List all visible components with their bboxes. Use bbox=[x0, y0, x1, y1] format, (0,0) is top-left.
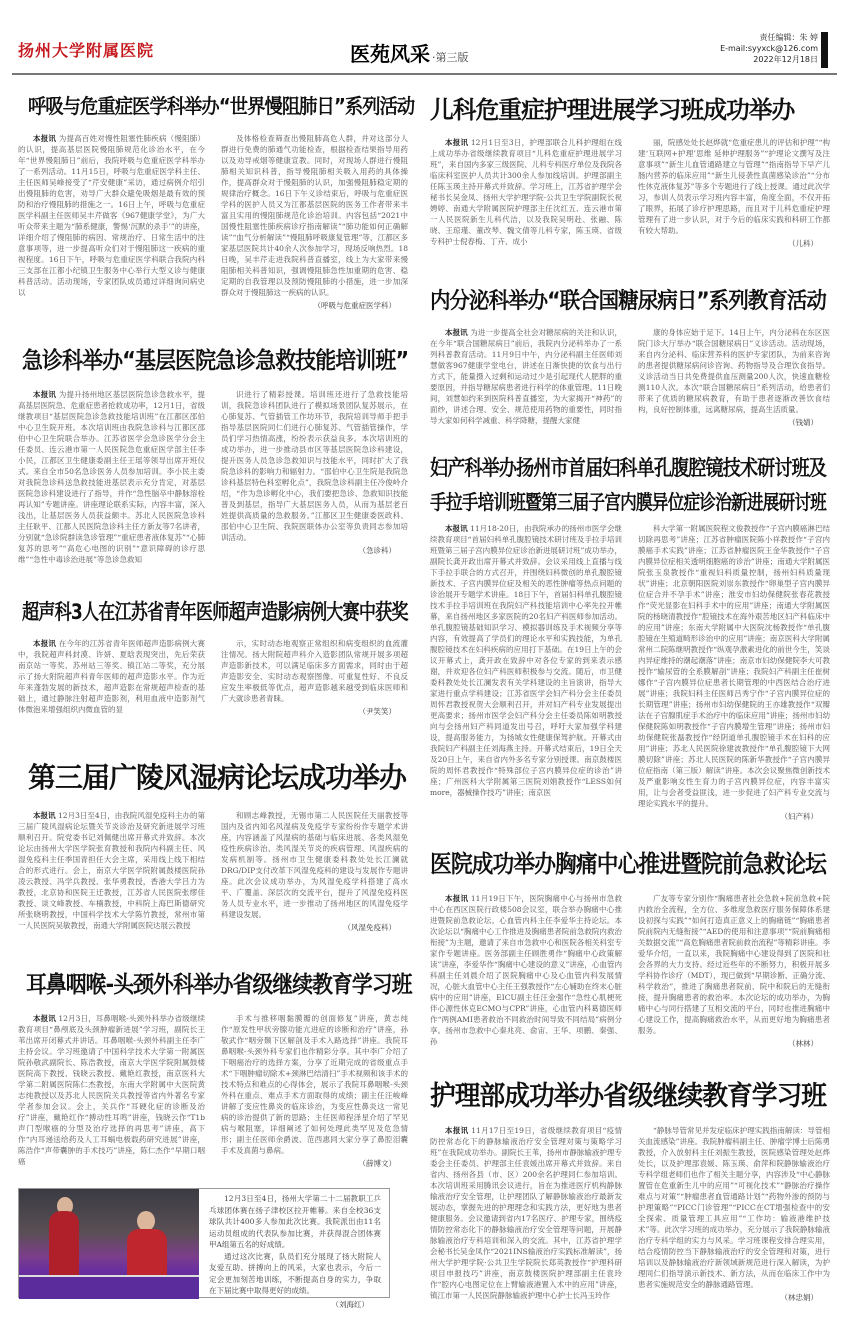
headline: 医院成功举办胸痛中心推进暨院前急救论坛 bbox=[430, 850, 826, 878]
body-text: 11月19日下午，医院胸痛中心与扬州市急救中心在西区医院行政楼508会议室，联合举办胸痛中心推进暨院前急救论坛。心血管内科主任李爱华主持论坛。本次论坛以“胸痛中心工作推进及胸痛患者院前急救院内救治衔接”为主题，邀请了来自市急救中心和医院各相关科室专家作专题讲座。医务部副主任顾胜勇作“胸痛中心政策解读”讲座，李爱华作“胸痛中心建设的意义”讲座，心血管内科副主任刘晨介绍了医院胸痛中心及心血管内科发展情况，心脏大血管中心主任王强教授作“左心辅助在终末心脏病中的应用”讲座，EICU副主任汪金强作“急性心肌梗死伴心源性休克ECMO与CPR”讲座，心血管内科葛德医师作“两例AMI患者救治不同救治时间导致不同结局”病例分享。扬州市急救中心秦兆亮、俞宙、王华、项鹏、秦强、孙 bbox=[430, 894, 623, 1046]
headline: 儿科危重症护理进展学习班成功举办 bbox=[430, 96, 795, 124]
column bbox=[430, 1125, 622, 1313]
body-text: 丽，院感处处长赵烨就“危重症患儿的评估和护理”“构建‘互联网+护理’思维 延伸护理服务”“护理论文撰写及注意事项”“新生儿血管通路建立与管理”“指南指导下早产儿肠内营养的临床应用”“新生儿侵袭性真菌感染诊治”“分布性休克液体复苏”等多个专题进行了线上授课。通过此次学习，参训人员表示学习班内容丰富，角度全面，不仅开拓了眼界，拓展了诊疗护理思路，而且对于儿科危重症护理管理有了进一步认识，对于今后的临床实践和科研工作都有较大帮助。 bbox=[638, 138, 830, 235]
section-title bbox=[350, 38, 469, 67]
lead-tag: 本报讯 bbox=[33, 1014, 56, 1023]
column bbox=[638, 137, 830, 248]
headline-line2: 手拉手培训班暨第三届子宫内膜异位症诊治新进展研讨班 bbox=[430, 490, 826, 514]
article-chest-pain bbox=[430, 840, 830, 1048]
lead-tag: 本报讯 bbox=[445, 1126, 469, 1135]
article-pediatric bbox=[430, 86, 830, 246]
column bbox=[638, 327, 830, 427]
byline: （急诊科） bbox=[358, 546, 396, 555]
lead-tag: 本报讯 bbox=[445, 138, 469, 147]
column bbox=[18, 810, 205, 932]
byline: （尹笑笑） bbox=[358, 707, 396, 716]
section-name: 医苑风采 bbox=[350, 42, 430, 66]
byline: （呼吸与危重症医学科） bbox=[313, 301, 396, 310]
article-ultrasound bbox=[18, 592, 408, 722]
byline: （林林） bbox=[788, 1039, 818, 1048]
headline: 内分泌科举办“联合国糖尿病日”系列教育活动 bbox=[430, 289, 826, 314]
lead-tag: 本报讯 bbox=[445, 328, 468, 337]
column bbox=[18, 1013, 205, 1166]
lead-tag: 本报讯 bbox=[33, 390, 57, 399]
photo-news-table-tennis bbox=[18, 1188, 390, 1309]
column bbox=[221, 133, 408, 310]
decorative-bar bbox=[821, 32, 828, 68]
body-text: 通过这次比赛，队员们充分展现了扬大附院人友爱互助、拼搏向上的风采，大家也表示，今后一定会更加刻苦地训练，不断提高自身的实力，争取在下届比赛中取得更好的成绩。 bbox=[209, 1251, 381, 1295]
byline: （儿科） bbox=[788, 239, 818, 248]
body-text: 12月3日至4日，扬州大学第二十二届教职工乒乓球团体赛在扬子津校区拉开帷幕。来自全校36支球队共计400多人参加此次比赛。我院派出由11名运动员组成的代表队参加比赛，并获得混合团体赛甲A组第五名的好成绩。 bbox=[209, 1194, 381, 1249]
player-head bbox=[137, 1211, 155, 1231]
byline: （风湿免疫科） bbox=[343, 923, 396, 932]
column bbox=[18, 389, 206, 564]
header-rule bbox=[12, 73, 837, 75]
lead-tag: 本报讯 bbox=[445, 894, 469, 903]
column bbox=[638, 893, 830, 1048]
body-text: 康的身体应始于足下。14日上午，内分泌科在东区医院门诊大厅举办“联合国糖尿病日”义诊活动。活动现场，来自内分泌科、临床营养科的医护专家团队，为前来咨询的患者提供糖尿病问诊咨询、药物指导及合理饮食指导。义诊活动当日共免费提供血压测量200人次，快速血糖检测110人次。本次“联合国糖尿病日”系列活动，给患者们带来了优质的糖尿病教育，有助于患者逐渐改善饮食结构，良好控制体重，远离糖尿病，提高生活质量。 bbox=[638, 328, 830, 414]
headline: 第三届广陵风湿病论坛成功举办 bbox=[28, 761, 407, 794]
body-text: “静脉导管常见并发症临床护理实践指南解读：导管相关血流感染”讲座。我院肿瘤科副主任、肿瘤学博士后陈勇教授，介入放射科主任刘振生教授，医院感染管理处赵烨处长，以及护理部袁媛、陈玉瑛、俞萍和院静脉输液治疗专科学组老师们也作了相关主题分享，内容涉及“中心静脉置管在危重新生儿中的应用”“可视化技术”“静脉治疗操作难点与对策”“肿瘤患者血管通路计划”“药物外渗的预防与护理策略”“PICC门诊管理”“PICC在CT增强检查中的安全探索、质量管理工具应用”“工作坊：输液港维护技术”等。此次学习班的成功举办，充分展示了我院静脉输液治疗专科学组的实力与风采。学习班课程安排合理实用，结合疫情防控当下静脉输液治疗的安全管理和对策，进行培训以及静脉输液治疗新领域新规范进行深入解读，为护理同仁们指导演示新技术、新方法，从而在临床工作中为患者实施规范安全的静脉通路管理。 bbox=[638, 1126, 830, 1289]
lead-tag: 本报讯 bbox=[445, 524, 468, 533]
body-text: 为提高百姓对慢性阻塞性肺疾病（慢阻肺）的认识，提高基层医院慢阻肺规范化诊治水平，在今年“世界慢阻肺日”前后，我院呼吸与危重症医学科举办了一系列活动。11月15日，呼吸与危重症医学科主任、主任医师吴峰接受了“芹安健康”采访，通过病例介绍引出慢阻肺的危害，劝导广大群众避免吸烟是最有效的预防和治疗慢阻肺的措施之一。16日上午，呼吸与危重症医学科副主任医师吴丰芹做客《967健康学堂》，为广大听众带来主题为“肺系健康，警惕‘沉默的杀手’”的讲座，详细介绍了慢阻肺的病因、常规治疗、日常生活中的注意事项等，进一步提高听众们对于慢阻肺这一疾病的重视程度。16日下午，呼吸与危重症医学科联合我院内科三支部在江都小纪镇卫生服务中心举行大型义诊与健康科普活动。活动现场，专家团队成员通过详细询问病史以 bbox=[18, 134, 206, 297]
body-text: 科大学第一附属医院程文俊教授作“子宫内膜癌淋巴结切除再思考”讲座；江苏省肿瘤医院陈小祥教授作“子宫内膜癌手术实践”讲座；江苏省肿瘤医院王金华教授作“子宫内膜异位症相关透明细胞癌的诊治”讲座；南通大学附属医院张玉泉教授作“重视妇科质量控制，扬州妇科质量现状”讲座；北京朝阳医院刘崇东教授作“卵巢型子宫内膜异位症合并不孕手术”讲座；淮安市妇幼保健院张春花教授作“荧光显影在妇科手术中的应用”讲座；南通大学附属医院的杨晓清教授作“腔镜技术在海外艰苦地区妇产科临床中的应用”讲座；东南大学附属中大医院沈杨教授作“单孔腹腔镜在生殖道畸形诊治中的应用”讲座；南京医科大学附属常州二院陈继明教授作“纵观孕激素进化的前世今生，笑谈内异症维持的潮起潮落”讲座；南京市妇幼保健院李大可教授作“输尿管的全系膜解剖”讲座；我院妇产科副主任崔树娜作“子宫内膜异位症患者长期管理的中西医结合治疗进展”讲座；我院妇科主任医师吕秀宁作“子宫内膜异位症的长期管理”讲座；扬州市妇幼保健院的王亦雄教授作“双瓣法在子宫腺肌症手术治疗中的临床应用”讲座；扬州市妇幼保健院陈如明教授作“子宫内膜增生管理”讲座；扬州市妇幼保健院张磊教授作“经阴道单孔腹腔镜手术在妇科的应用”讲座；苏北人民医院徐建波教授作“单孔腹腔镜下大网膜切除”讲座；苏北人民医院的陈新华教授作“子宫内膜异位症指南（第三版）解读”讲座。本次会议聚焦微创新技术及严重影响女性生育力的子宫内膜异位症，内容丰富实用，让与会者受益匪浅，进一步促进了妇产科专业交流与理论实践水平的提升。 bbox=[638, 524, 830, 808]
column bbox=[221, 1013, 408, 1168]
column bbox=[638, 1125, 830, 1313]
headline: 耳鼻咽喉-头颈外科举办省级继续教育学习班 bbox=[26, 972, 412, 998]
column bbox=[430, 327, 622, 427]
article-endocrine bbox=[430, 280, 830, 430]
headline: 妇产科举办扬州市首届妇科单孔腹腔镜技术研讨班及 bbox=[430, 456, 826, 480]
column bbox=[221, 638, 408, 714]
headline: 护理部成功举办省级继续教育学习班 bbox=[430, 1081, 826, 1112]
column bbox=[18, 133, 205, 301]
issue-date: 2022年12月18日 bbox=[753, 55, 818, 64]
column bbox=[18, 638, 205, 714]
body-text: 和顾志峰教授，无锡市第二人民医院任天丽教授等国内及省内知名风湿病及免疫学专家纷纷作专题学术讲座，内容涵盖了风湿病的基础与临床进展、各类风湿免疫性疾病诊治、类风湿关节炎的疾病管理、风湿疾病的发病机制等。扬州市卫生健康委科教处处长江澜就DRG/DIP支付改革下风湿免疫科的建设与发展作专题讲座。此次会议成功举办，为风湿免疫学科搭建了高水平、广覆盖、深层次的交流平台，提升了风湿免疫科医务人员专业水平，进一步推动了扬州地区的风湿免疫学科建设发展。 bbox=[221, 811, 408, 919]
byline: （薛博文） bbox=[358, 1159, 396, 1168]
article-copd bbox=[18, 86, 415, 311]
lead-tag: 本报讯 bbox=[33, 134, 57, 143]
column bbox=[430, 893, 623, 1046]
body-text: 及体格检查筛查出慢阻肺高危人群，并对这部分人群进行免费的肺通气功能检查，根据检查结果指导用药以及劝导戒烟等健康宣教。同时，对现场人群进行慢阻肺相关知识科普，指导慢阻肺相关吸入用药的具体操作，提高群众对于慢阻肺的认识，加强慢阻肺稳定期的规律治疗概念。16日下午义诊结束后，呼吸与危重症医学科的医护人员又为江都基层医院的医务工作者带来丰富且实用的慢阻肺规范化诊治培训。内容包括“2021中国慢性阻塞性肺疾病诊疗指南解读”“肺功能如何正确解读”“血气分析解读”“慢阻肺呼吸康复管理”等，江都区多家基层医院共计40余人次参加学习，现场反响热烈。18日晚，吴丰芹走进我院科普直播室，线上为大家带来慢阻肺相关科普知识，强调慢阻肺急性加重期的危害、稳定期的自我管理以及预防慢阻肺的小措施，进一步加深群众对于慢阻肺这一疾病的认识。 bbox=[221, 134, 408, 297]
headline: 急诊科举办“基层医院急诊急救技能培训班” bbox=[22, 348, 409, 374]
article-ent bbox=[18, 962, 412, 1180]
photo-caption bbox=[209, 1193, 381, 1310]
article-rheumatology bbox=[18, 752, 408, 942]
edition-meta bbox=[720, 32, 818, 65]
column bbox=[221, 810, 408, 932]
headline: 呼吸与危重症医学科举办“世界慢阻肺日”系列活动 bbox=[28, 94, 415, 118]
column bbox=[430, 137, 623, 246]
body-text: 11月17日至19日，省级继续教育项目“疫情防控常态化下的静脉输液治疗安全管理对策与策略学习班”在我院成功举办。副院长王苇，扬州市静脉输液护理专委会主任委员、护理部主任袁媛出席开幕式并致辞。来自省内、扬州各县（市、区）200余名护理同仁参加培训。本次培训班采用腾讯会议进行，旨在为推进医疗机构静脉输液治疗安全管理，让护理团队了解静脉输液治疗最新发展动态，掌握先进的护理理念和实践方法，更好地为患者健康服务。会议邀请到省内17名医疗、护理专家，围绕疫情防控常态化下的静脉输液治疗安全管理等问题，开展静脉输液治疗专科培训和深入的交流。其中，江苏省护理学会秘书长吴金凤作“2021INS输液治疗实践标准解读”，扬州大学护理学院·公共卫生学院院长郑英教授作“护理科研项目申报技巧”讲座，南京鼓楼医院护理部副主任袁玲作“腔内心电图定位在上臂输液港置入术中的应用”讲座，镇江市第一人民医院静脉输液护理中心护士长冯玉玲作 bbox=[430, 1126, 623, 1300]
column bbox=[221, 389, 408, 557]
byline: （林忠娟） bbox=[780, 1293, 818, 1302]
body-text: 为进一步提高全社会对糖尿病的关注和认识，在今年“联合国糖尿病日”前后，我院内分泌科举办了一系列科普教育活动。11月9日中午，内分泌科副主任医师刘慧做客967健康学堂电台，讲述在日渐快捷的饮食与出行方式下，能量摄入过剩和运动过少是引起现代人肥胖的重要原因，并指导糖尿病患者进行科学的体重管理。11日晚间，刘慧如约来到医院科普直播室，为大家揭开“神药”的面纱，讲述合理、安全、规范使用药物的重要性，同时指导大家如何科学减重、科学降糖，提醒大家健 bbox=[430, 328, 623, 425]
player-body bbox=[49, 1211, 79, 1281]
body-text: 手术与推移咽黏膜瓣的创面修复”讲座，黄志纯作“原发性甲状旁腺功能亢进症的诊断和治疗”讲座，孙敬武作“咽旁颞下区解剖及手术入路选择”讲座。我院耳鼻咽喉-头颈外科专家们也作精彩分享。其中李广介绍了下咽癌治疗的选择方案，分享了近期完成的省级重点手术“下咽肿瘤切除术+颈淋巴结清扫”手术视频和该手术的技术特点和难点的心得体会，展示了我院耳鼻咽喉-头颈外科在重点、难点手术方面取得的成绩；副主任汪峻峰讲解了变应性鼻炎的临床诊治，为变应性鼻炎这一常见病的诊治提供了新的思路；主任医师程泽星介绍了罕见病与喉阻塞，详细阐述了如何处理此类罕见及危急情形；副主任医师余爵波、范西惠同大家分享了鼻腔泪囊手术及真菌与鼻病。 bbox=[221, 1014, 408, 1155]
body-text: 12月3日，耳鼻咽喉-头颈外科举办省级继续教育项目“鼻颅底及头颈肿瘤新进展”学习班，副院长王苇出席开闭幕式并讲话。耳鼻咽喉-头颈外科副主任李广主持会议。学习班邀请了中国科学技术大学第一附属医院孙敬武副院长、陈浩教授，南京大学医学院附属鼓楼医院高下教授、钱晓云教授、戴艳红教授，南京医科大学第二附属医院陈仁杰教授，东南大学附属中大医院黄志纯教授以及苏北人民医院关兵教授等省内外著名专家学者参加会议。会上，关兵作“耳硬化症的诊断及治疗”讲座，戴艳红作“搏动性耳鸣”讲座，钱晓云作“T1b声门型喉癌的分型及治疗选择的再思考”讲座，高下作“内耳递送给药及人工耳蜗电极载药研究进展”讲座，陈浩作“声带囊肿的手术技巧”讲座，陈仁杰作“早期口咽癌 bbox=[18, 1014, 205, 1166]
body-text: 广友等专家分别作“胸痛患者社会急救+院前急救+院内救治全流程，全方位、多维度急救医疗服务保障体系建设初探与实践”“如何打造真正意义上的胸痛链”“胸痛患者院前院内无缝衔接”“AED的使用和注意事项”“院前胸痛相关数据交流”“高危胸痛患者院前救治流程”等精彩讲座。李爱华介绍，一直以来，我院胸痛中心建设得到了医院和社会各界的大力支持。经过近些年的不断努力，积极开展多学科协作诊疗（MDT），现已做到“早期诊断、正确分流、科学救治”，推进了胸痛患者院前、院中和院后的无缝衔接，提升胸痛患者的救治率。本次论坛的成功举办，为胸痛中心与同行搭建了互相交流的平台，同时也推进胸痛中心建设工作，提高胸痛救治水平，从而更好地为胸痛患者服务。 bbox=[638, 894, 830, 1035]
byline: （刘海红） bbox=[331, 1299, 369, 1309]
lead-tag: 本报讯 bbox=[33, 811, 56, 820]
byline: （妇产科） bbox=[780, 812, 818, 821]
column bbox=[638, 523, 830, 821]
article-nursing bbox=[430, 1070, 830, 1315]
headline: 超声科3人在江苏省青年医师超声造影病例大赛中获奖 bbox=[22, 600, 408, 624]
body-text: 识进行了精彩授课。培训班还进行了急救技能培训，我院急诊科团队进行了模拟场景团队复苏展示，在心肺复苏、气管插管工作坊环节，我院培训导师手把手指导基层医院同仁们进行心肺复苏、气管插管操作，学员们学习热情高涨，纷纷表示获益良多。本次培训班的成功举办，进一步推动县市区等基层医院急诊科建设，提升医务人员急诊急救知识与技能水平，同时扩大了我院急诊科的影响力和辐射力。“邵伯中心卫生院是我院急诊科基层特色科室孵化点”，我院急诊科副主任冷俊岭介绍，“作为急诊孵化中心，我们要把急诊、急救知识技能普及到基层，指导广大基层医务人员，从而为基层老百姓提供高质量的急救服务。”江都区卫生健康委医政科、邵伯中心卫生院、我院医联体办公室等负责同志参加培训活动。 bbox=[221, 390, 408, 542]
email-link[interactable]: E-mail:syyxck@126.com bbox=[720, 44, 818, 53]
table-tennis-photo bbox=[19, 1189, 199, 1297]
hospital-logo: 扬州大学附属医院 bbox=[18, 41, 155, 60]
body-text: 为提升扬州地区基层医院急诊急救水平，提高基层医院急、危重症患者抢救成功率，12月1日，省级继教项目“基层医院急诊急救技能培训班”在江都区邵伯中心卫生院开班。本次培训班由我院急诊科与江都区邵伯中心卫生院联合举办。江苏省医学会急诊医学分会主任委员、连云港市第一人民医院急危重症医学部主任李小民，江都区卫生健康委副主任王瑶等领导出席开班仪式。来自全市50名急诊医务人员参加培训。李小民主委对我院急诊科送急救技能进基层表示充分肯定，对基层医院急诊科建设进行了指导，并作“急性脑卒中静脉溶栓再认知”专题讲座。讲座理论联系实际，内容丰富，深入浅出，让基层医务人员获益颇丰。苏北人民医院急诊科主任耿平、江都人民医院急诊科主任方新友等7名讲者，分别就“急诊院群读急诊管理”“重症患者液体复苏”“心肺复苏的思考”“高危心电图的识别”“意识障碍的诊疗思维”“急性中毒诊治进展”等急诊急救知 bbox=[18, 390, 206, 564]
body-text: 11月18-20日，由我院承办的扬州市医学会继续教育项目“首届妇科单孔腹腔镜技术研讨班及手拉手培训班暨第三届子宫内膜异位症诊治新进展研讨班”成功举办，副院长龚开政出席开幕式并致辞。会议采用线上直播与线下手拉手联合的方式召开，并围绕妇科微创的单孔腹腔镜新技术、子宫内膜异位症及相关的恶性肿瘤等热点问题的诊治展开专题学术讲座。18日下午，首届妇科单孔腹腔镜技术手拉手培训班在我院妇产科技能培训中心率先拉开帷幕，来自扬州地区多家医院的20名妇产科医师参加活动。单孔腹腔镜基础知识学习、模拟器训练及手术视频分享等内容，有效提高了学员们的理论水平和实践技能，为单孔腹腔镜技术在妇科疾病的应用打下基础。在19日上午的会议开幕式上，龚开政在致辞中对各位专家的到来表示感谢，并欢迎各位妇产科医师积极参与交流。随后，市卫健委科教处处长江澜发表有关学科建设的主旨演讲，指导大家进行重点学科建设；江苏省医学会妇产科分会主任委员周怀君教授祝贺大会顺利召开，并对妇产科专业发展提出更高要求；扬州市医学会妇产科分会主任委员陈如明教授向与会扬州妇产科同道发出号召，呼吁大家加强学科建设，提高服务能力，为扬城女性健康保驾护航。开幕式由我院妇产科副主任刘海燕主持。开幕式结束后，19日全天及20日上午，来自省内外多名专家分别授课。南京鼓楼医院的周怀君教授作“特殊部位子宫内膜异位症的诊治”讲座；广州医科大学附属第三医院刘娟教授作“LESS如何more，器械操作技巧”讲座；南京医 bbox=[430, 524, 623, 797]
editor: 责任编辑：朱 婷 bbox=[759, 33, 818, 42]
masthead bbox=[0, 0, 850, 80]
article-emergency bbox=[18, 338, 408, 563]
body-text: 在今年的江苏省青年医师超声造影病例大赛中，我院超声科封漠、许妍、夏晗表现突出，先后荣获南京站一等奖、苏州站三等奖、镇江站二等奖，充分展示了扬大附院超声科青年医师的超声造影水平。作为近年来蓬勃发展的新技术，超声造影在常规超声检查的基础上，通过静脉注射超声造影剂，利用血液中造影剂气体微泡来增强组织内微血管的显 bbox=[18, 639, 206, 714]
body-text: 示，实时动态地观察正常组织和病变组织的血流灌注情况。扬大附院超声科介入造影团队常规开展多项超声造影新技术，可以满足临床多方面需求，同时由于超声造影安全、实时动态观察图像、可重复性好、不良反应发生率极低等优点，超声造影越来越受到临床医师和广大就诊患者青睐。 bbox=[221, 639, 408, 703]
ping-pong-table bbox=[19, 1275, 199, 1299]
body-text: 12月3日至4日，由我院风湿免疫科主办的第三届广陵风湿病论坛暨关节炎诊治及研究新进展学习班顺利召开。院党委书记刘佩健出席开幕式并致辞。本次论坛由扬州大学医学院张育教授和我院内科副主任、风湿免疫科主任季国青担任大会主席，采用线上线下相结合的形式进行。会上，南京大学医学院附属鼓楼医院孙凌云教授、冯学兵教授、张华勇教授，香港大学吕力为教授，北京协和医院王迁教授，江苏省人民医院张缪佳教授、谈文峰教授、车楠教授，中科院上海巴斯德研究所张晓明教授，中国科学技术大学陈竹教授，常州市第一人民医院吴敏教授，南通大学附属医院达展云教授 bbox=[18, 811, 206, 930]
byline: （钱婧） bbox=[788, 418, 818, 427]
lead-tag: 本报讯 bbox=[33, 639, 57, 648]
page-number: ·第三版 bbox=[432, 51, 469, 64]
article-gynecology bbox=[430, 448, 830, 821]
body-text: 12月1日至3日，护理部联合儿科护理组在线上成功举办省级继续教育项目“儿科危重症护理进展学习班”，来自国内多家三级医院、儿科专科医疗单位及我院各临床科室医护人员共计300余人参加线培训。护理部副主任陈玉瑛主持开幕式并致辞。学习班上，江苏省护理学会秘书长吴金凤、扬州大学护理学院·公共卫生学院副院长祝娉婷、南通大学附属医院护理部主任沈红五、连云港市第一人民医院新生儿科代洁，以及我院吴明赴、张融、陈晓、王琼瑾、董改琴、魏文倩等儿科专家，陈玉瑛、省级专科护士倪春梅、丁卉、成小 bbox=[430, 138, 623, 246]
column bbox=[430, 523, 622, 809]
